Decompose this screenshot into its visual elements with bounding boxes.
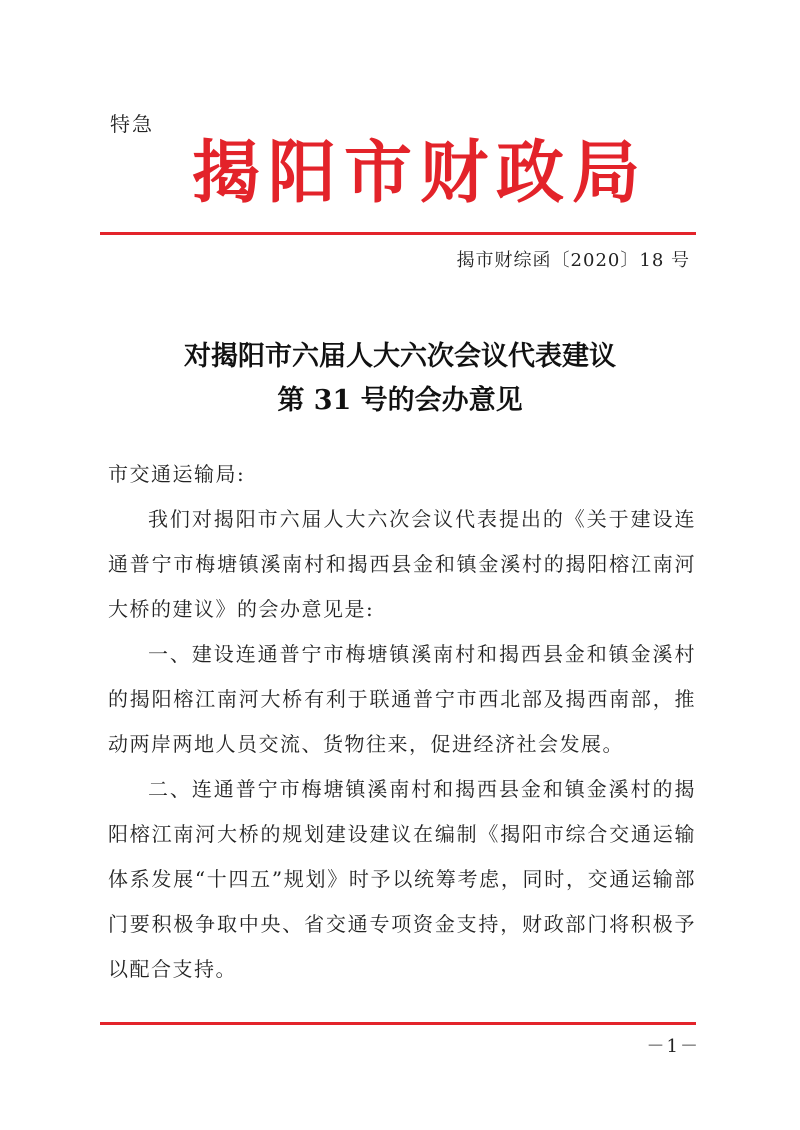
- addressee: 市交通运输局:: [108, 462, 246, 486]
- urgency-label: 特急: [110, 112, 154, 136]
- document-subject: [100, 335, 700, 423]
- top-red-rule: [100, 232, 696, 235]
- page-number: －1－: [646, 1036, 700, 1057]
- subject-line-2: 第 31 号的会办意见: [277, 385, 523, 416]
- body-paragraph-point-2: 二、连通普宁市梅塘镇溪南村和揭西县金和镇金溪村的揭阳榕江南河大桥的规划建设建议在编制《揭阳市综合交通运输体系发展“十四五”规划》时予以统筹考虑，同时，交通运输部门要积极争取中央、省交通专项资金支持，财政部门将积极予以配合支持。: [108, 777, 696, 981]
- bottom-red-rule: [100, 1022, 696, 1025]
- document-body: [108, 452, 696, 992]
- subject-line-1: 对揭阳市六届人大六次会议代表建议: [184, 341, 616, 372]
- organization-title: 揭阳市财政局: [191, 133, 648, 213]
- document-number: 揭市财综函〔2020〕18 号: [456, 250, 690, 271]
- body-paragraph-point-1: 一、建设连通普宁市梅塘镇溪南村和揭西县金和镇金溪村的揭阳榕江南河大桥有利于联通普宁市西北部及揭西南部，推动两岸两地人员交流、货物往来，促进经济社会发展。: [108, 642, 696, 756]
- body-paragraph-intro: 我们对揭阳市六届人大六次会议代表提出的《关于建设连通普宁市梅塘镇溪南村和揭西县金和镇金溪村的揭阳榕江南河大桥的建议》的会办意见是:: [108, 507, 696, 621]
